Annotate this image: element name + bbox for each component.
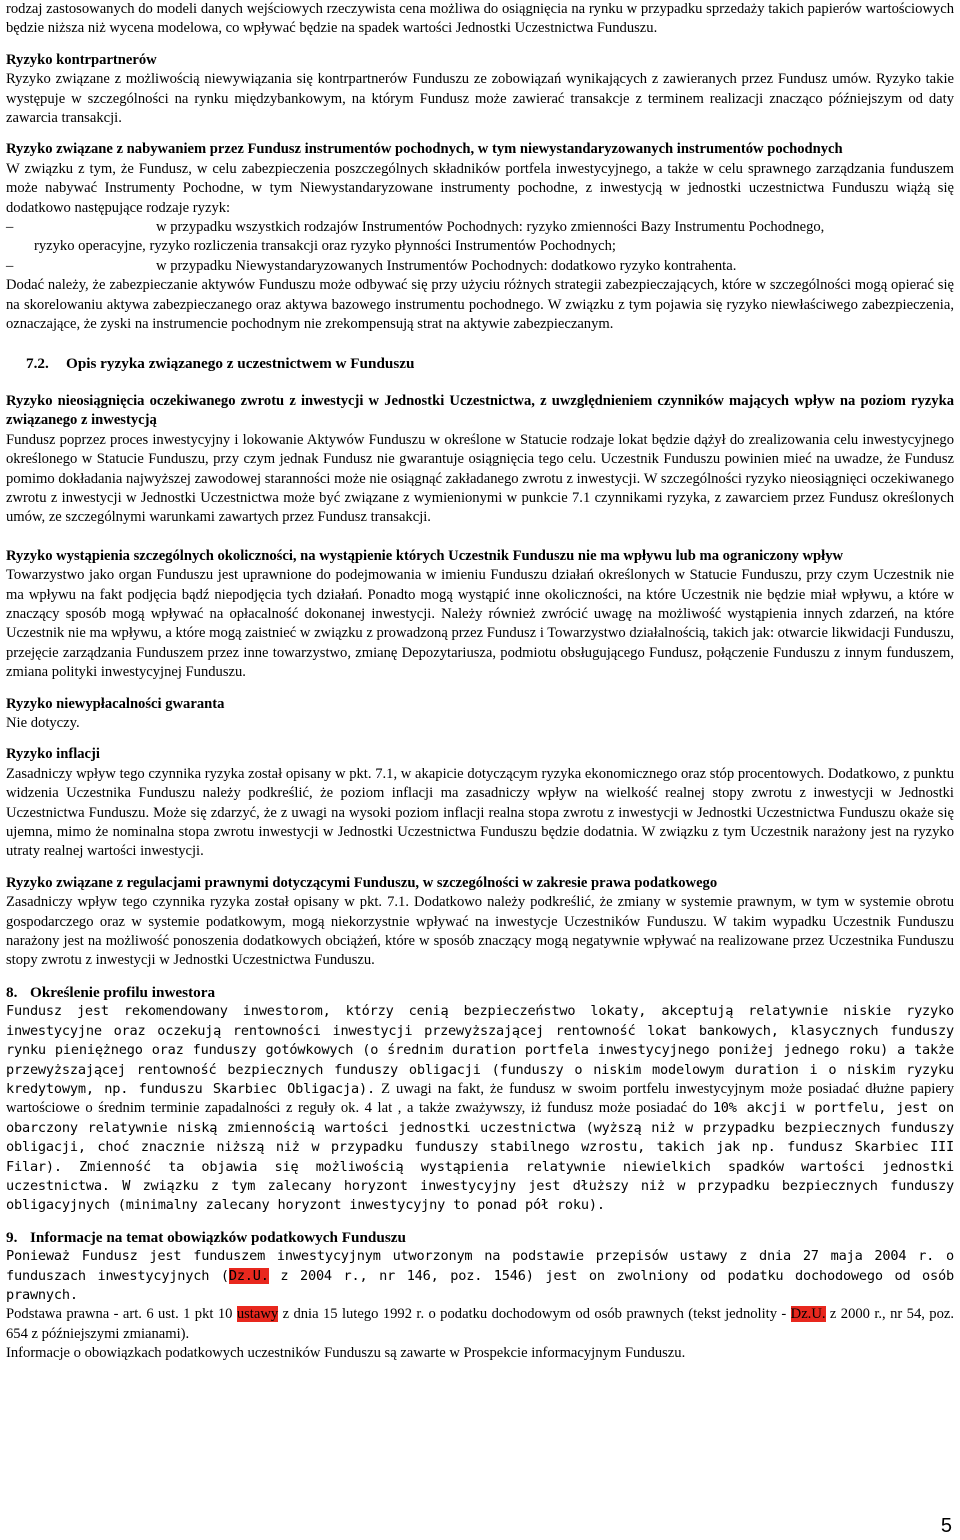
list-item-continuation: ryzyko operacyjne, ryzyko rozliczenia transakcji oraz ryzyko płynności Instrumentów Pochodnych;	[34, 238, 616, 255]
section-number: 8.	[6, 983, 18, 1001]
list-item	[6, 218, 954, 237]
text-run: Ponieważ Fundusz jest funduszem inwestycyjnym utworzonym na podstawie przepisów ustawy z dnia 27 maja 2004 r. o funduszach inwestycyjnych (	[6, 1248, 954, 1284]
heading-nieosiagniecie: Ryzyko nieosiągnięcia oczekiwanego zwrotu z inwestycji w Jednostki Uczestnictwa, z uwzględnieniem czynników mających wpływ na poziom ryzyka związanego z inwestycją	[6, 392, 954, 429]
paragraph-kontrpartnerzy: Ryzyko związane z możliwością niewywiązania się kontrpartnerów Funduszu ze zobowiązań wynikających z zawieranych przez Fundusz umów. Ryzyko takie występuje w szczególności na rynku międzybankowym, na którym Fundusz może zawierać transakcje z terminem realizacji znacząco późniejszym od daty zawarcia transakcji.	[6, 71, 954, 127]
section-number: 9.	[6, 1228, 18, 1246]
list-item-text: w przypadku Niewystandaryzowanych Instrumentów Pochodnych: dodatkowo ryzyko kontrahenta.	[156, 257, 737, 274]
paragraph-podatki-3: Informacje o obowiązkach podatkowych uczestników Funduszu są zawarte w Prospekcie informacyjnym Funduszu.	[6, 1345, 686, 1362]
text-run: z 2000 r., nr 54, poz. 654 z późniejszymi zmianami).	[6, 1306, 954, 1342]
highlighted-term: Dz.U.	[228, 1267, 269, 1284]
heading-okolicznosci: Ryzyko wystąpienia szczególnych okoliczności, na wystąpienie których Uczestnik Funduszu nie ma wpływu lub ma ograniczony wpływ	[6, 547, 844, 564]
paragraph-profil-part-c: 10% akcji w portfelu, jest on obarczony relatywnie niską zmiennością wartości jednostki uczestnictwa (wyższą niż w przypadku bezpiecznych funduszy obligacji, choć znacznie niższą niż w przypadku funduszy stabilnego wzrostu, takich jak np. fundusz Skarbiec III Filar). Zmienność ta objawia się możliwością wystąpienia relatywnie niewielkich spadków wartości jednostki uczestnictwa. W związku z tym zalecany horyzont inwestycyjny jest dłuższy niż w przypadku bezpiecznych funduszy obligacyjnych (minimalny zalecany horyzont inwestycyjny to ponad pół roku).	[6, 1100, 954, 1214]
text-run: Podstawa prawna - art. 6 ust. 1 pkt 10	[6, 1306, 237, 1323]
section-heading-7-2	[6, 354, 954, 373]
list-item-text: w przypadku wszystkich rodzajów Instrumentów Pochodnych: ryzyko zmienności Bazy Instrumentu Pochodnego,	[156, 219, 825, 236]
paragraph-podatki-1	[6, 1247, 954, 1305]
paragraph-inflacja: Zasadniczy wpływ tego czynnika ryzyka został opisany w pkt. 7.1, w akapicie dotyczącym ryzyka ekonomicznego oraz stóp procentowych. Dodatkowo, z punktu widzenia Uczestnika Funduszu należy podkreślić, że poziom inflacji ma zasadniczy wpływ na wielkość realnej stopy zwrotu z inwestycji w Jednostki Uczestnictwa Funduszu. Może się zdarzyć, że z uwagi na wysoki poziom inflacji realna stopa zwrotu z inwestycji w Jednostki Uczestnictwa Funduszu okaże się ujemna, mimo że nominalna stopa zwrotu inwestycji w Jednostki Uczestnictwa Funduszu będzie dodatnia. W związku z tym Uczestnik narażony jest na ryzyko utraty realnej wartości inwestycji.	[6, 765, 954, 860]
paragraph-profil-part-a: Fundusz jest rekomendowany inwestorom, którzy cenią bezpieczeństwo lokaty, akceptują relatywnie niskie ryzyko inwestycyjne oraz oczekują rentowności inwestycji przewyższającej rentowność lokat bankowych, klasycznych funduszy rynku pieniężnego oraz funduszy gotówkowych (o średnim duration portfela inwestycyjnego poniżej jednego roku) a także przewyższającej rentowność bezpiecznych funduszy obligacji (funduszy o niskim modelowym duration i o niskim ryzyku kredytowym, np. funduszu Skarbiec Obligacja).	[6, 1003, 954, 1097]
section-title: Informacje na temat obowiązków podatkowych Funduszu	[30, 1228, 406, 1246]
heading-gwarant: Ryzyko niewypłacalności gwaranta	[6, 695, 225, 712]
paragraph-nieosiagniecie: Fundusz poprzez proces inwestycyjny i lokowanie Aktywów Funduszu w określone w Statucie rodzaje lokat będzie dążył do zrealizowania celu inwestycyjnego określonego w Statucie Funduszu, przy czym jednak Fundusz nie gwarantuje osiągnięcia tego celu. Uczestnik Funduszu powinien mieć na uwadze, że Fundusz pomimo dokładania najwyższej zawodowej staranności może nie osiągnąć zakładanego zwrotu z inwestycji. W szczególności ryzyko nieosiągnięci oczekiwanego zwrotu z inwestycji w Jednostki Uczestnictwa może być związane z wymienionymi w punkcie 7.1 czynnikami ryzyka, z zawarciem przez Fundusz określonych umów, ze szczególnymi warunkami zawartych przez Fundusz transakcji.	[6, 431, 954, 526]
heading-inflacja: Ryzyko inflacji	[6, 746, 100, 763]
page-number: 5	[940, 1514, 952, 1537]
list-item	[6, 257, 954, 276]
paragraph-podatki-2	[6, 1305, 954, 1344]
paragraph-profil-part-b: Z uwagi na fakt, że fundusz w swoim portfelu inwestycyjnym może posiadać dłużne papiery wartościowe o średnim terminie zapadalności z reguły ok. 4 lat , a także zważywszy, iż fundusz może posiadać do	[6, 1080, 954, 1117]
text-run: z 2004 r., nr 146, poz. 1546) jest on zwolniony od podatku dochodowego od osób prawnych.	[6, 1267, 954, 1303]
heading-pochodne: Ryzyko związane z nabywaniem przez Fundusz instrumentów pochodnych, w tym niewystandaryzowanych instrumentów pochodnych	[6, 141, 843, 158]
highlighted-term: ustawy	[236, 1306, 279, 1323]
dash-marker: –	[6, 219, 14, 236]
heading-kontrpartnerzy: Ryzyko kontrpartnerów	[6, 51, 157, 68]
paragraph-okolicznosci: Towarzystwo jako organ Funduszu jest uprawnione do podejmowania w imieniu Funduszu działań określonych w Statucie Funduszu, przy czym Uczestnik nie ma wpływu na fakt podjęcia bądź niepodjęcia tych działań. Ponadto mogą wystąpić inne okoliczności, na które Uczestnik nie będzie miał wpływu, a które w znaczący sposób mogą wpływać na opłacalność dokonanej inwestycji. Należy również zwrócić uwagę na możliwość wystąpienia innych zdarzeń, na które Uczestnik nie ma wpływu, a które mogą zaistnieć w związku z prowadzoną przez Fundusz i Towarzystwo działalnością, takich jak: otwarcie likwidacji Funduszu, przejęcie zarządzania Funduszem przez inne towarzystwo, zmianę Depozytariusza, podmiotu obsługującego Fundusz, połączenie Funduszu z innym funduszem, zmiana polityki inwestycyjnej Funduszu.	[6, 567, 954, 681]
section-heading-9	[6, 1228, 954, 1247]
section-title: Określenie profilu inwestora	[30, 983, 216, 1001]
paragraph-zabezpieczenie: Dodać należy, że zabezpieczanie aktywów Funduszu może odbywać się przy użyciu różnych strategii zabezpieczających, które w szczególności mogą opierać się na skorelowaniu aktywa zabezpieczanego oraz aktywa bazowego instrumentu pochodnego. W związku z tym pojawia się ryzyko niewłaściwego zabezpieczenia, oznaczające, że zyski na instrumencie pochodnym nie zrekompensują strat na aktywie zabezpieczanym.	[6, 277, 954, 333]
section-number: 7.2.	[26, 354, 49, 372]
paragraph-profil-inwestora	[6, 1002, 954, 1215]
text-run: z dnia 15 lutego 1992 r. o podatku dochodowym od osób prawnych (tekst jednolity -	[278, 1306, 791, 1323]
section-title: Opis ryzyka związanego z uczestnictwem w Funduszu	[66, 354, 415, 372]
heading-regulacje: Ryzyko związane z regulacjami prawnymi dotyczącymi Funduszu, w szczególności w zakresie prawa podatkowego	[6, 874, 718, 891]
dash-marker: –	[6, 257, 14, 274]
paragraph-gwarant: Nie dotyczy.	[6, 715, 80, 731]
highlighted-term: Dz.U.	[790, 1306, 826, 1323]
paragraph-regulacje: Zasadniczy wpływ tego czynnika ryzyka został opisany w pkt. 7.1. Dodatkowo należy podkreślić, że zmiany w systemie prawnym, w tym w systemie obrotu gospodarczego oraz w systemie podatkowym, mogą niekorzystnie wpływać na inwestycje Uczestników Funduszu. W takim wypadku Uczestnik Funduszu narażony jest na możliwość ponoszenia dodatkowych obciążeń, które w sposób znaczący mogą negatywnie wpływać na realizowane przez Uczestnika Funduszu stopy zwrotu z inwestycji w Jednostki Uczestnictwa Funduszu.	[6, 894, 954, 969]
paragraph-pochodne: W związku z tym, że Fundusz, w celu zabezpieczenia poszczególnych składników portfela inwestycyjnego, a także w celu sprawnego zarządzania funduszem może nabywać Instrumenty Pochodne, w tym Niewystandaryzowane instrumenty pochodne, z inwestycją w jednostki uczestnictwa Funduszu wiążą się dodatkowo następujące rodzaje ryzyk:	[6, 160, 954, 216]
section-heading-8	[6, 983, 954, 1002]
paragraph-intro: rodzaj zastosowanych do modeli danych wejściowych rzeczywista cena możliwa do osiągnięcia na rynku w przypadku sprzedaży takich papierów wartościowych będzie niższa niż wycena modelowa, co wpływać będzie na spadek wartości Jednostki Uczestnictwa Funduszu.	[6, 1, 954, 37]
